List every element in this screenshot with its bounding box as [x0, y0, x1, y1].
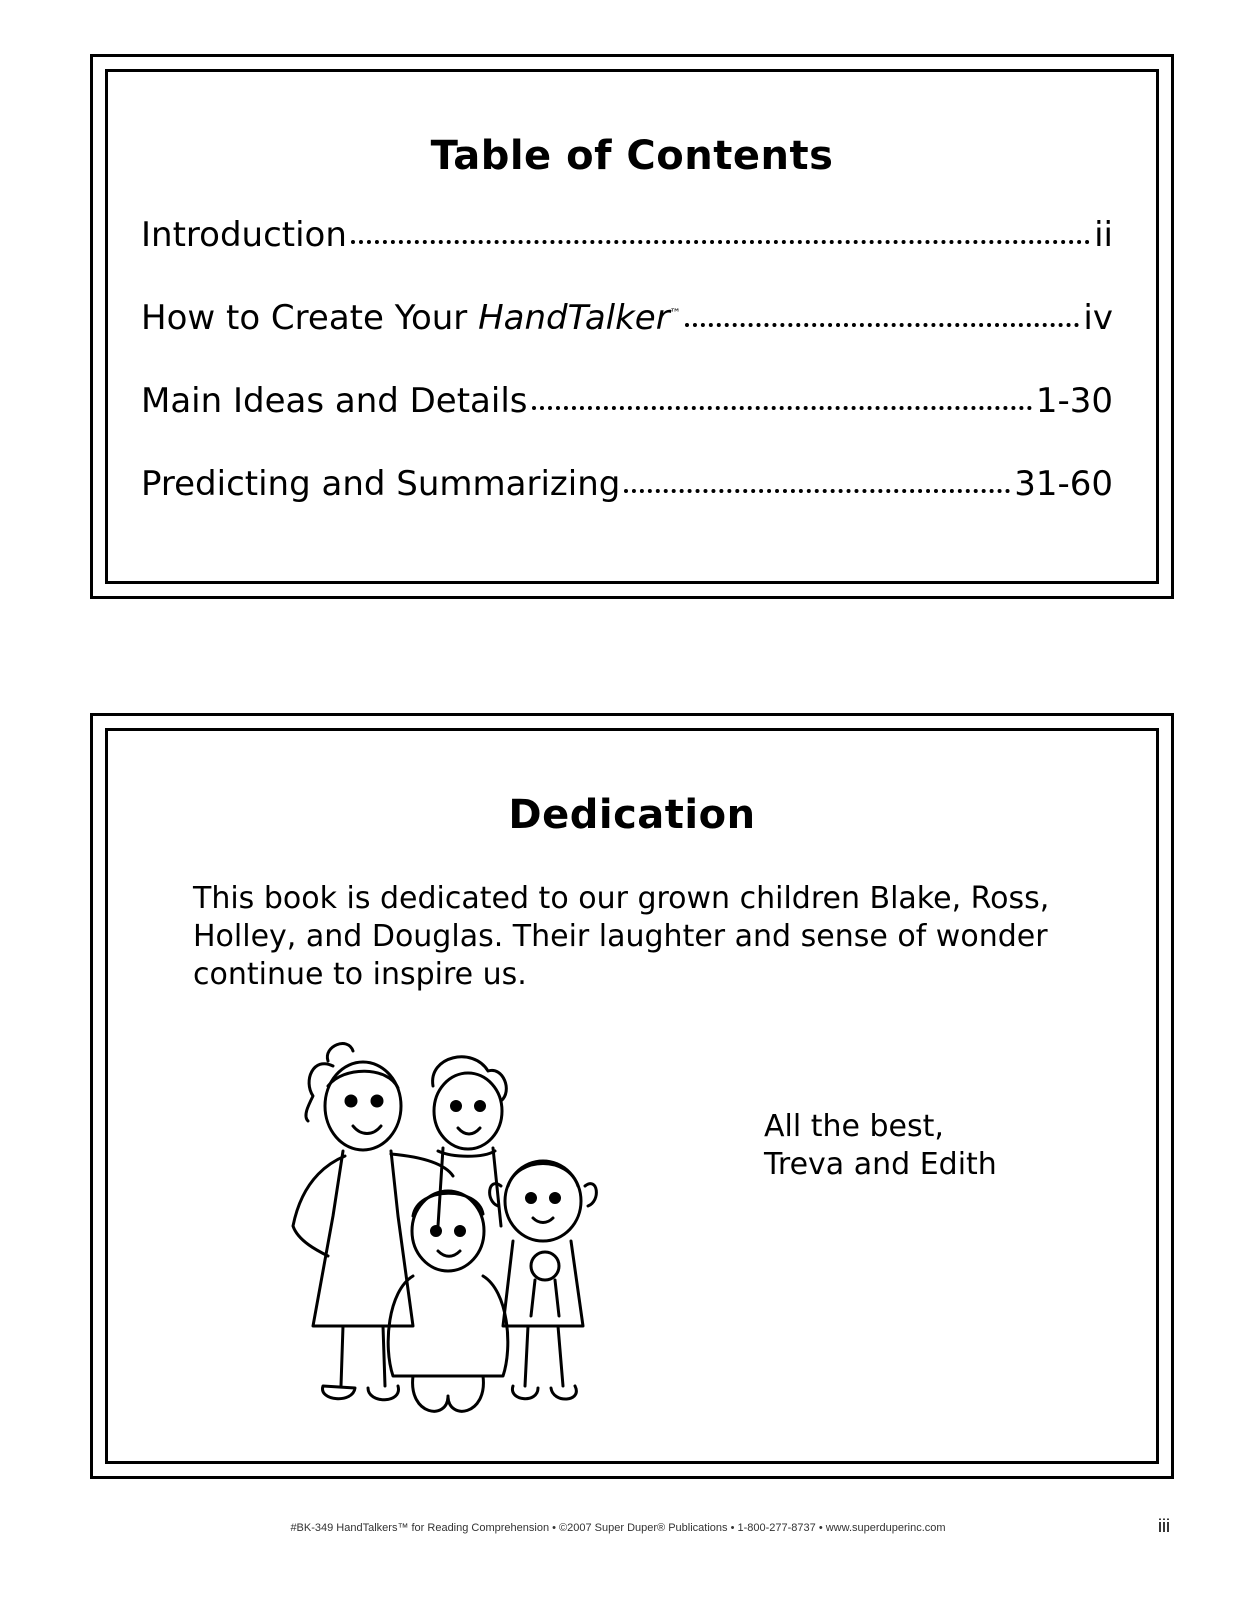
signoff	[764, 1108, 997, 1184]
toc-title: Table of Contents	[430, 133, 834, 179]
toc-entry-how-to-create	[141, 298, 1113, 342]
toc-entry-page: ii	[1094, 215, 1113, 255]
toc-leader-dots	[685, 323, 1080, 327]
toc-entry-label: Main Ideas and Details	[141, 381, 528, 421]
toc-entry-page: iv	[1083, 298, 1113, 338]
signoff-names: Treva and Edith	[764, 1147, 997, 1182]
dedication-line: This book is dedicated to our grown children Blake, Ross,	[193, 881, 1050, 916]
children-illustration	[273, 1026, 613, 1436]
dedication-line: continue to inspire us.	[193, 957, 527, 992]
girl-with-ponytail-figure	[293, 1044, 453, 1400]
toc-entry-introduction	[141, 215, 1113, 259]
toc-leader-dots	[624, 489, 1010, 493]
trademark-mark: ™	[669, 306, 681, 320]
toc-leader-dots	[351, 240, 1090, 244]
toc-entry-label	[141, 298, 681, 338]
toc-entry-main-ideas	[141, 381, 1113, 425]
dedication-text	[193, 880, 1073, 994]
dedication-inner-border	[105, 728, 1159, 1464]
signoff-line: All the best,	[764, 1109, 944, 1144]
toc-entry-predicting	[141, 464, 1113, 508]
toc-entry-page: 31-60	[1014, 464, 1113, 504]
toc-entry-label: Predicting and Summarizing	[141, 464, 621, 504]
toc-leader-dots	[532, 406, 1032, 410]
toc-entry-label-italic: HandTalker	[478, 298, 670, 338]
page-footer: #BK-349 HandTalkers™ for Reading Comprehension • ©2007 Super Duper® Publications • 1-800-277-8737 • www.superduperinc.com	[290, 1522, 946, 1534]
dedication-title: Dedication	[508, 792, 756, 838]
kneeling-boy-figure	[388, 1191, 508, 1411]
toc-entry-label: Introduction	[141, 215, 347, 255]
table-of-contents-box	[90, 54, 1174, 599]
toc-entry-page: 1-30	[1035, 381, 1113, 421]
dedication-box	[90, 713, 1174, 1479]
dedication-line: Holley, and Douglas. Their laughter and sense of wonder	[193, 919, 1048, 954]
page-number: iii	[1158, 1516, 1170, 1536]
toc-entry-label-text: How to Create Your	[141, 298, 479, 338]
